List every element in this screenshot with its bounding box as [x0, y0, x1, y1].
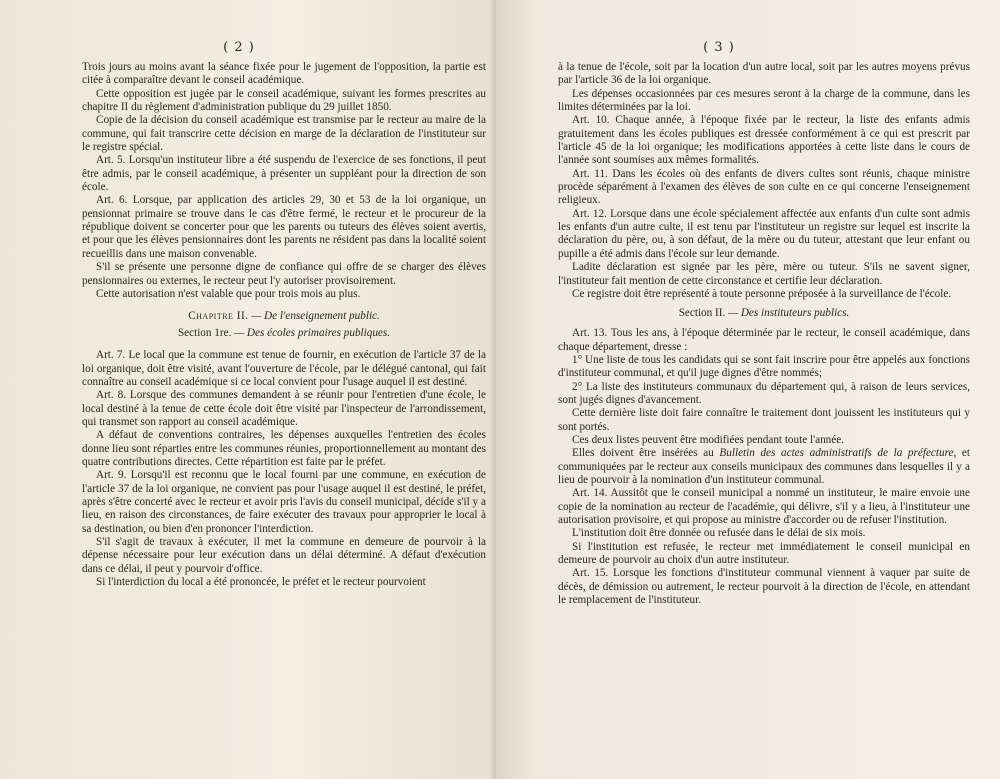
paragraph-art-12: Art. 12. Lorsque dans une école spécialement affectée aux enfants d'un culte sont admis les enfants d'un autre culte, il est tenu par l'instituteur un registre sur lequel est inscrite la déclaration du père, ou, à son défaut, de la mère ou du tuteur, attestant que leur enfant ou pupille a été admis dans l'école sur leur demande. [558, 207, 970, 260]
paragraph-art-7: Art. 7. Le local que la commune est tenue de fournir, en exécution de l'article 37 de la loi organique, doit être visité, avant l'ouverture de l'école, par le délégué cantonal, qui fait connaître au conseil académique si ce local convient pour l'usage auquel il est destiné. [82, 349, 486, 388]
paragraph: S'il s'agit de travaux à exécuter, il met la commune en demeure de pourvoir à la dépense nécessaire pour leur exécution dans un délai déterminé. A défaut d'exécution dans ce délai, il peut y pourvoir d'office. [82, 536, 486, 575]
paragraph: Copie de la décision du conseil académique est transmise par le recteur au maire de la commune, qui fait transcrire cette décision en marge de la déclaration de l'instituteur sur le registre spécial. [82, 114, 486, 154]
paragraph-art-10: Art. 10. Chaque année, à l'époque fixée par le recteur, la liste des enfants admis gratuitement dans les écoles publiques est dressée conformément à ce qui est prescrit par l'article 45 de la loi organique; les modifications apportées à cette liste dans le cours de l'année sont soumises aux mêmes formalités. [558, 114, 970, 167]
text-run: , et communiquées par le recteur aux conseils municipaux des communes dans lesquelles il y a lieu de pourvoir à la nomination d'un instituteur communal. [558, 447, 970, 486]
paragraph: Ces deux listes peuvent être modifiées pendant toute l'année. [572, 433, 844, 446]
left-page [0, 0, 496, 779]
paragraph-art-13: Art. 13. Tous les ans, à l'époque déterminée par le recteur, le conseil académique, dans chaque département, dresse : [558, 327, 970, 353]
paragraph: Cette opposition est jugée par le conseil académique, suivant les formes prescrites au chapitre II du règlement d'administration publique du 29 juillet 1850. [82, 87, 486, 114]
paragraph-art-15: Art. 15. Lorsque les fonctions d'instituteur communal viennent à vaquer par suite de décès, de démission ou autrement, le recteur pourvoit à la direction de l'école, en attendant le remplacement de l'instituteur. [558, 567, 970, 607]
paragraph-bulletin [558, 447, 970, 487]
paragraph-art-8: Art. 8. Lorsque des communes demandent à se réunir pour l'entretien d'une école, le local destiné à la tenue de cette école doit être visité par l'inspecteur de l'arrondissement, qui transmet son rapport au conseil académique. [82, 389, 486, 428]
paragraph-art-5: Art. 5. Lorsqu'un instituteur libre a été suspendu de l'exercice de ses fonctions, il peut être admis, par le conseil académique, à présenter un suppléant pour la direction de son école. [82, 154, 486, 194]
right-page [496, 0, 1000, 779]
page-number: ( 3 ) [703, 40, 735, 55]
chapter-title: — De l'enseignement public. [248, 310, 380, 323]
paragraph: L'institution doit être donnée ou refusée dans le délai de six mois. [572, 527, 866, 540]
paragraph: Cette dernière liste doit faire connaître le traitement dont jouissent les instituteurs qui y sont portés. [558, 407, 970, 433]
paragraph: Si l'interdiction du local a été prononcée, le préfet et le recteur pourvoient [96, 576, 426, 589]
bulletin-title: Bulletin des actes administratifs de la préfecture [719, 447, 954, 460]
section-label: Section II. [678, 307, 726, 320]
paragraph: Cette autorisation n'est valable que pour trois mois au plus. [96, 287, 361, 300]
page-number: ( 2 ) [223, 40, 255, 55]
paragraph: Ladite déclaration est signée par les père, mère ou tuteur. S'ils ne savent signer, l'instituteur fait mention de cette circonstance et certifie leur déclaration. [558, 261, 970, 287]
paragraph: A défaut de conventions contraires, les dépenses auxquelles l'entretien des écoles donne lieu sont réparties entre les communes réunies, proportionnellement au montant des quatre contributions directes. Cette répartition est faite par le préfet. [82, 429, 486, 468]
paragraph: Trois jours au moins avant la séance fixée pour le jugement de l'opposition, la partie est citée à comparaître devant le conseil académique. [82, 61, 486, 87]
paragraph: à la tenue de l'école, soit par la location d'un autre local, soit par les autres moyens prévus par l'article 36 de la loi organique. [558, 61, 970, 87]
paragraph: S'il se présente une personne digne de confiance qui offre de se charger des élèves pensionnaires ou externes, le recteur peut l'y autoriser provisoirement. [82, 261, 486, 287]
section-title: — Des instituteurs publics. [725, 307, 850, 320]
section-label: Section 1re. [177, 327, 232, 340]
text-run: Elles doivent être insérées au [572, 447, 720, 460]
paragraph: Ce registre doit être représenté à toute personne préposée à la surveillance de l'école. [572, 287, 952, 300]
section-heading [82, 327, 486, 339]
chapter-label: Chapitre II. [188, 310, 249, 323]
paragraph: 2° La liste des instituteurs communaux du département qui, à raison de leurs services, sont jugés dignes d'avancement. [558, 380, 970, 406]
paragraph-art-14: Art. 14. Aussitôt que le conseil municipal a nommé un instituteur, le maire envoie une copie de la nomination au recteur de l'académie, qui délivre, s'il y a lieu, à l'instituteur une autorisation provisoire, et qui propose au ministre d'accorder ou de refuser l'institution. [558, 487, 970, 526]
paragraph-art-11: Art. 11. Dans les écoles où des enfants de divers cultes sont réunis, chaque ministre procède séparément à l'examen des élèves de son culte en ce qui concerne l'enseignement religieux. [558, 167, 970, 207]
paragraph-art-9: Art. 9. Lorsqu'il est reconnu que le local fourni par une commune, en exécution de l'article 37 de la loi organique, ne convient pas pour l'usage auquel il est destiné, le préfet, après s'être concerté avec le recteur et avoir pris l'avis du conseil municipal, décide s'il y a lieu, en raison des circonstances, de faire exécuter des travaux pour approprier le local à sa destination, ou bien d'en prononcer l'interdiction. [82, 469, 486, 535]
paragraph: Les dépenses occasionnées par ces mesures seront à la charge de la commune, dans les limites déterminées par la loi. [558, 87, 970, 114]
chapter-heading [82, 310, 486, 322]
section-title: — Des écoles primaires publiques. [231, 327, 391, 340]
paragraph-art-6: Art. 6. Lorsque, par application des articles 29, 30 et 53 de la loi organique, un pensionnat primaire se trouve dans le cas d'être fermé, le recteur et le procureur de la république doivent se concerter pour que les parents ou tuteurs des élèves soient avertis, et pour que les élèves pensionnaires dont les parents ne résident pas dans la localité soient recueillis dans une maison convenable. [82, 194, 486, 260]
paragraph: 1° Une liste de tous les candidats qui se sont fait inscrire pour être appelés aux fonctions d'instituteur communal, et qu'il juge dignes d'être nommés; [558, 353, 970, 380]
paragraph: Si l'institution est refusée, le recteur met immédiatement le conseil municipal en demeure de pourvoir au choix d'un autre instituteur. [558, 540, 970, 567]
section-heading [558, 307, 970, 319]
